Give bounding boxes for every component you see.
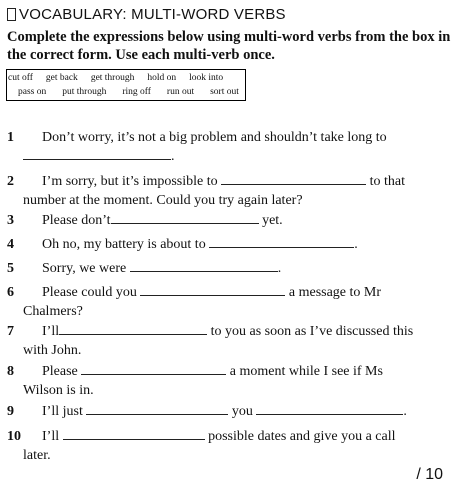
- answer-blank[interactable]: [140, 283, 285, 296]
- item-text: Sorry, we were: [42, 261, 127, 276]
- item-number: 9: [7, 404, 14, 419]
- word-option: hold on: [147, 73, 177, 83]
- word-box-row-1: [7, 70, 245, 84]
- item-text-continued: number at the moment. Could you try again later?: [23, 193, 303, 208]
- answer-blank[interactable]: [221, 172, 366, 185]
- word-option: sort out: [210, 87, 239, 97]
- exercise-item-10: [7, 427, 462, 465]
- item-text-continued: Chalmers?: [23, 304, 83, 319]
- word-option: put through: [62, 87, 107, 97]
- item-text: a moment while I see if Ms: [229, 364, 383, 379]
- exercise-heading: [7, 4, 286, 24]
- exercise-item-1: [7, 128, 462, 166]
- answer-blank[interactable]: [81, 362, 226, 375]
- answer-blank[interactable]: [59, 322, 207, 335]
- item-text: .: [277, 261, 282, 276]
- exercise-item-9: [7, 402, 462, 421]
- exercise-item-7: [7, 322, 462, 360]
- word-option: get through: [90, 73, 135, 83]
- item-text: to you as soon as I’ve discussed this: [210, 324, 414, 339]
- item-text: yet.: [262, 213, 283, 228]
- word-box-row-2: [7, 84, 245, 98]
- item-text: you: [231, 404, 253, 419]
- item-number: 10: [7, 429, 21, 444]
- answer-blank[interactable]: [130, 259, 278, 272]
- word-option: pass on: [18, 87, 47, 97]
- item-text: I’ll: [42, 429, 60, 444]
- item-number: 4: [7, 237, 14, 252]
- item-text: .: [354, 237, 358, 252]
- heading-text: VOCABULARY: MULTI-WORD VERBS: [19, 5, 286, 23]
- word-option: run out: [166, 87, 195, 97]
- item-text-continued: with John.: [23, 343, 82, 358]
- item-text-end: .: [171, 149, 175, 164]
- word-box: [6, 69, 246, 101]
- item-number: 6: [7, 285, 14, 300]
- exercise-item-4: [7, 235, 462, 254]
- answer-blank[interactable]: [63, 427, 205, 440]
- word-option: cut off: [8, 73, 33, 83]
- item-text: Oh no, my battery is about to: [42, 237, 206, 252]
- item-number: 2: [7, 174, 14, 189]
- item-number: 3: [7, 213, 14, 228]
- answer-blank[interactable]: [256, 402, 403, 415]
- item-number: 8: [7, 364, 14, 379]
- word-option: ring off: [122, 87, 151, 97]
- item-text: Don’t worry, it’s not a big problem and shouldn’t take long to: [42, 130, 387, 145]
- checkbox-icon[interactable]: [7, 8, 16, 21]
- item-text: a message to Mr: [288, 285, 382, 300]
- item-number: 5: [7, 261, 14, 276]
- answer-blank[interactable]: [23, 147, 171, 160]
- item-text: I’ll: [42, 324, 60, 339]
- item-text: I’m sorry, but it’s impossible to: [42, 174, 218, 189]
- word-option: look into: [189, 73, 224, 83]
- item-text-continued: later.: [23, 448, 51, 463]
- exercise-item-3: [7, 211, 462, 230]
- item-text: Please could you: [42, 285, 137, 300]
- item-text: I’ll just: [42, 404, 83, 419]
- item-text: Please don’t: [42, 213, 111, 228]
- instructions: Complete the expressions below using multi-word verbs from the box in the correct form. Use each multi-verb once.: [7, 29, 451, 63]
- answer-blank[interactable]: [209, 235, 354, 248]
- item-text: .: [403, 404, 407, 419]
- item-number: 1: [7, 130, 14, 145]
- item-text: Please: [42, 364, 78, 379]
- exercise-item-6: [7, 283, 462, 321]
- score-total: / 10: [416, 466, 443, 483]
- item-number: 7: [7, 324, 14, 339]
- item-text: possible dates and give you a call: [208, 429, 396, 444]
- answer-blank[interactable]: [111, 211, 259, 224]
- item-text: to that: [369, 174, 406, 189]
- answer-blank[interactable]: [86, 402, 228, 415]
- exercise-item-5: [7, 259, 462, 278]
- word-option: get back: [45, 73, 78, 83]
- exercise-item-2: [7, 172, 462, 210]
- exercise-item-8: [7, 362, 462, 400]
- item-text-continued: Wilson is in.: [23, 383, 94, 398]
